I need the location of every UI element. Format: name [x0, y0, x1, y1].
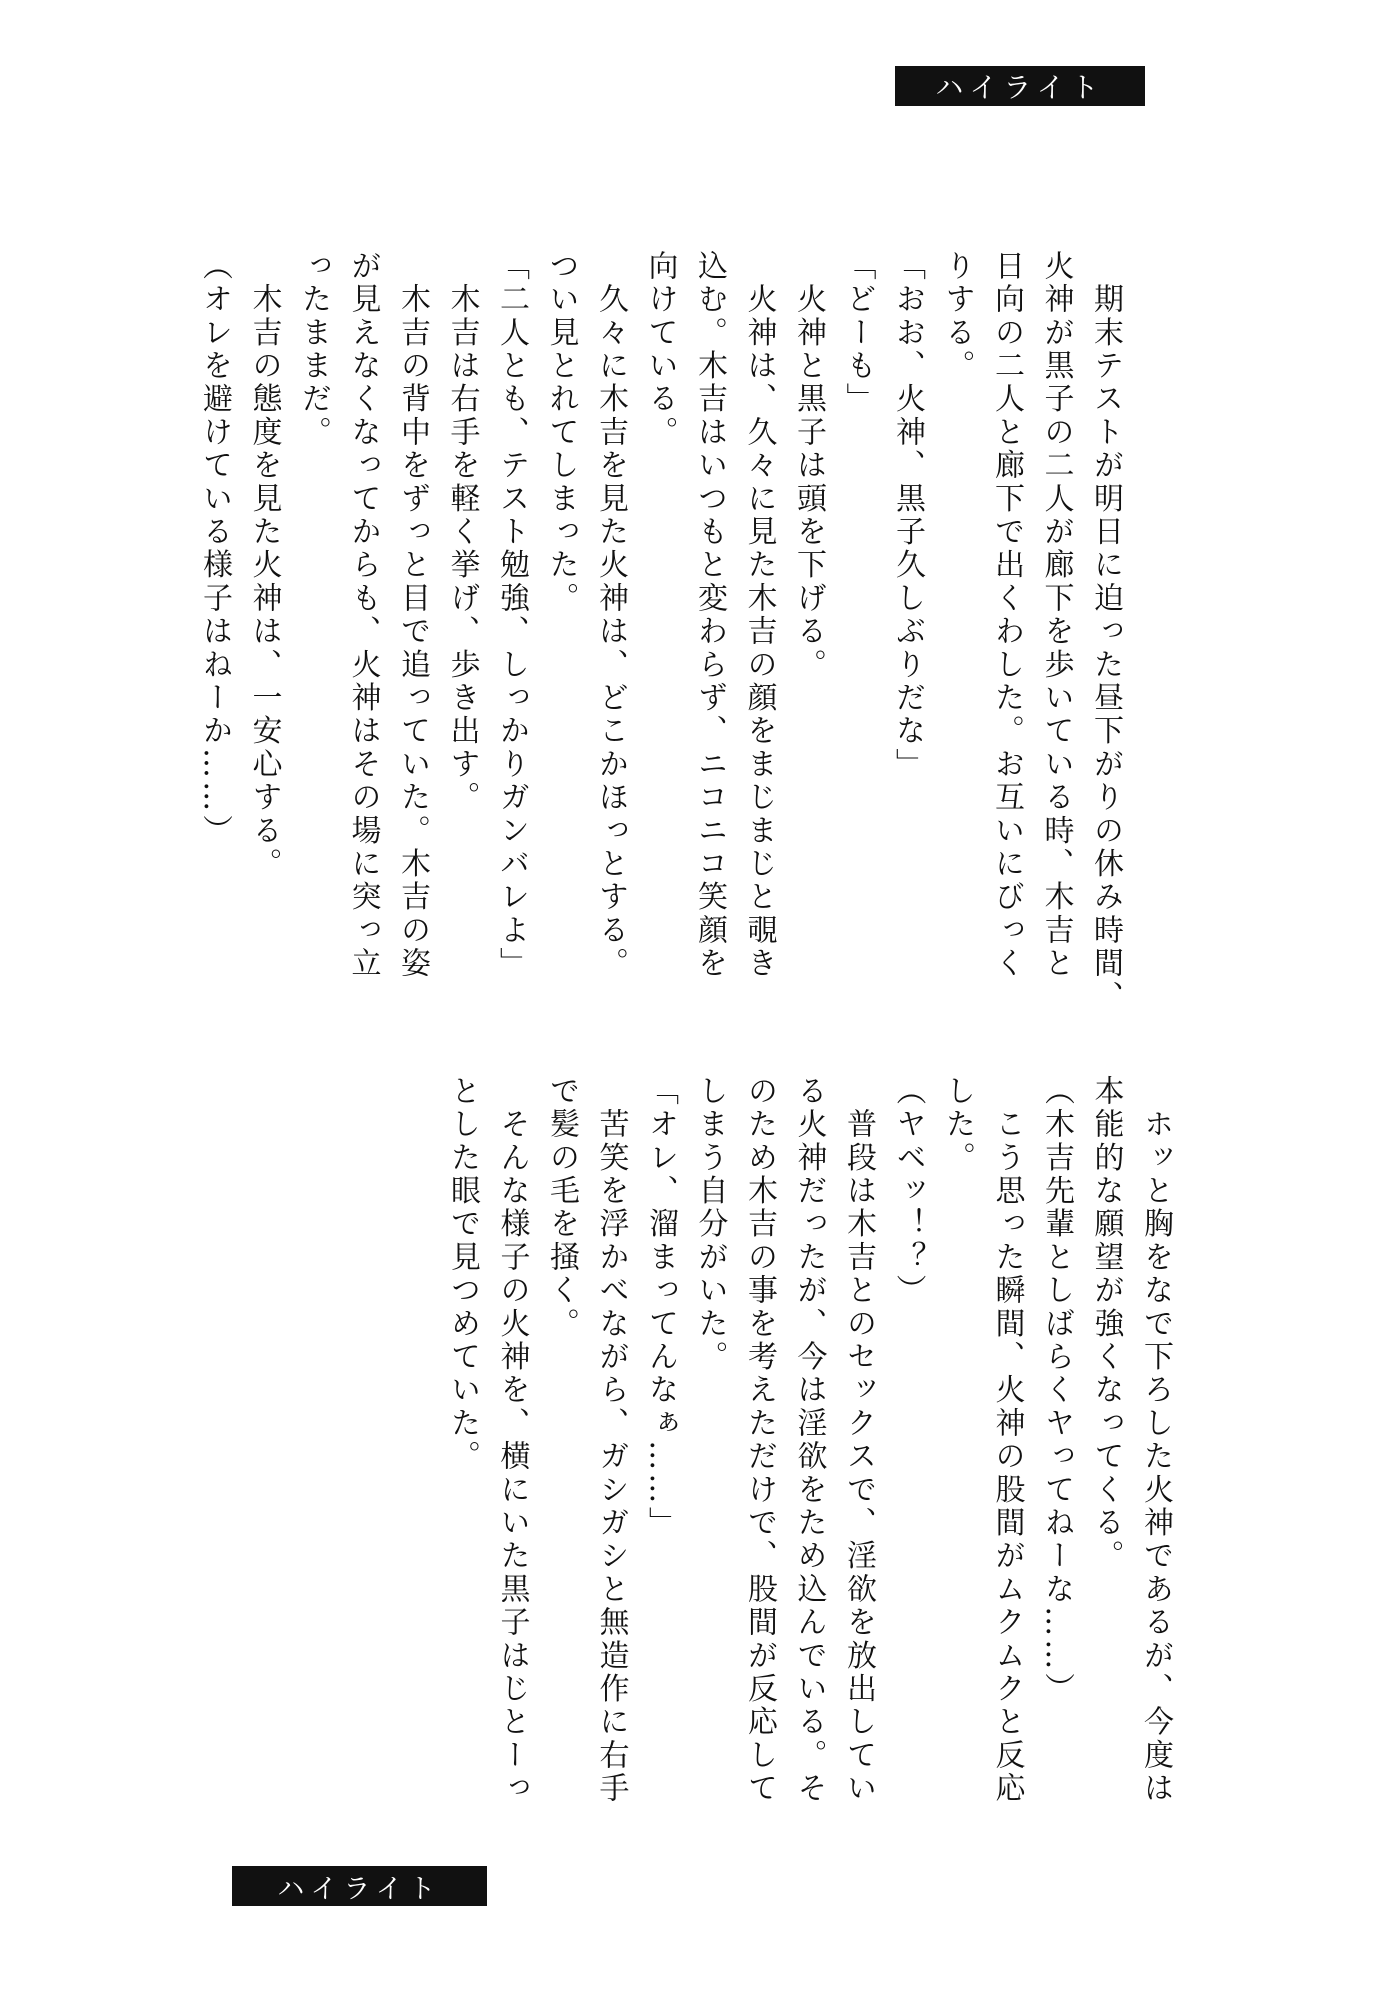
text-line: 久々に木吉を見た火神は、どこかほっとする。	[593, 250, 628, 981]
text-line: （木吉先輩としばらくヤってねーな……）	[1039, 1075, 1074, 1706]
text-line: 普段は木吉とのセックスで、淫欲を放出してい	[841, 1075, 876, 1806]
upper-text-block	[190, 250, 1131, 1014]
text-line: 向けている。	[642, 250, 678, 450]
text-line: ったままだ。	[296, 250, 331, 450]
text-line: こう思った瞬間、火神の股間がムクムクと反応	[989, 1075, 1025, 1806]
text-line: 「おお、火神、黒子久しぶりだな」	[890, 250, 925, 782]
text-line: 木吉の背中をずっと目で追っていた。木吉の姿	[395, 250, 430, 981]
text-line: そんな様子の火神を、横にいた黒子はじとーっ	[494, 1075, 530, 1806]
text-line: ホッと胸をなで下ろした火神であるが、今度は	[1138, 1075, 1173, 1806]
text-line: 「オレ、溜まってんなぁ……」	[643, 1075, 678, 1540]
lower-text-block	[438, 1075, 1181, 1806]
text-line: が見えなくなってからも、火神はその場に突っ立	[345, 250, 381, 981]
text-line: 火神は、久々に見た木吉の顔をまじまじと覗き	[741, 250, 777, 981]
text-line: 苦笑を浮かべながら、ガシガシと無造作に右手	[593, 1075, 629, 1806]
text-line: 木吉は右手を軽く挙げ、歩き出す。	[444, 250, 480, 815]
text-line: （ヤベッ！？）	[890, 1075, 926, 1308]
text-line: した。	[940, 1075, 975, 1175]
text-line: 「どーも」	[840, 250, 876, 416]
text-line: りする。	[939, 250, 975, 383]
text-line: のため木吉の事を考えただけで、股間が反応して	[742, 1075, 777, 1806]
text-line: 本能的な願望が強くなってくる。	[1088, 1075, 1124, 1573]
text-line: 火神が黒子の二人が廊下を歩いている時、木吉と	[1038, 250, 1074, 981]
header-chapter-label: ハイライト	[895, 66, 1145, 106]
text-line: しまう自分がいた。	[692, 1075, 728, 1374]
text-line: 「二人とも、テスト勉強、しっかりガンバレよ」	[494, 250, 529, 981]
text-line: つい見とれてしまった。	[543, 250, 579, 616]
text-line: （オレを避けている様子はねーか……）	[197, 250, 232, 848]
text-line: とした眼で見つめていた。	[445, 1075, 480, 1474]
text-line: 火神と黒子は頭を下げる。	[791, 250, 826, 682]
text-line: で髪の毛を掻く。	[544, 1075, 579, 1341]
text-line: る火神だったが、今は淫欲をため込んでいる。そ	[791, 1075, 827, 1806]
text-line: 期末テストが明日に迫った昼下がりの休み時間、	[1088, 250, 1123, 1014]
text-line: 日向の二人と廊下で出くわした。お互いにびっく	[989, 250, 1024, 981]
text-line: 込む。木吉はいつもと変わらず、ニコニコ笑顔を	[692, 250, 727, 981]
footer-chapter-label: ハイライト	[232, 1866, 487, 1906]
text-line: 木吉の態度を見た火神は、一安心する。	[246, 250, 282, 881]
